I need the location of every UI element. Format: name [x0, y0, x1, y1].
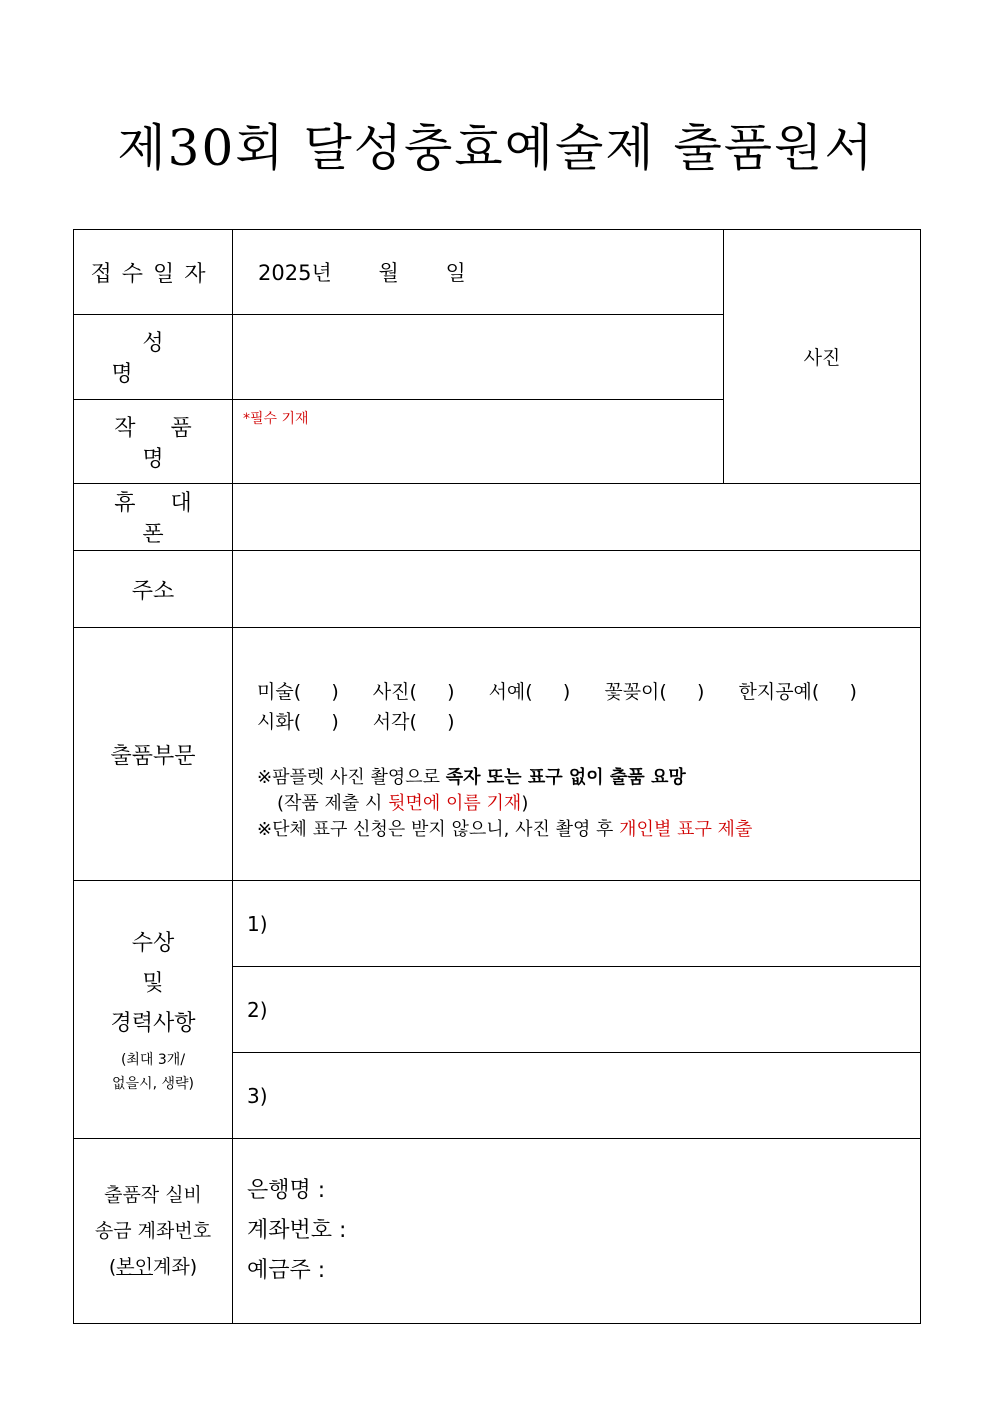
award-row-1 [74, 881, 921, 967]
category-option-hanji[interactable]: 한지공예( ) [738, 681, 857, 703]
award-field-2[interactable]: 2) [233, 967, 921, 1053]
category-field [233, 628, 921, 881]
category-option-carving[interactable]: 서각( ) [372, 711, 455, 733]
receipt-label: 접수일자 [74, 230, 233, 315]
work-field[interactable] [233, 400, 724, 484]
application-form-table [73, 229, 921, 1324]
bank-label: 출품작 실비 송금 계좌번호 (본인계좌) [74, 1139, 233, 1324]
category-option-poem[interactable]: 시화( ) [257, 711, 339, 733]
note-3: ※단체 표구 신청은 받지 않으니, 사진 촬영 후 개인별 표구 제출 [257, 819, 753, 840]
bank-name-field[interactable]: 은행명 : [247, 1178, 326, 1203]
category-option-flower[interactable]: 꽃꽂이( ) [604, 681, 705, 703]
photo-box[interactable] [724, 230, 921, 484]
work-label: 작 품 명 [74, 400, 233, 484]
award-field-3[interactable]: 3) [233, 1053, 921, 1139]
address-field[interactable] [233, 551, 921, 628]
account-number-field[interactable]: 계좌번호 : [247, 1218, 347, 1243]
receipt-date-field[interactable] [233, 230, 724, 315]
category-option-art[interactable]: 미술( ) [257, 681, 339, 703]
receipt-row [74, 230, 921, 315]
receipt-date-value: 2025년 월 일 [258, 261, 466, 285]
name-field[interactable] [233, 315, 724, 400]
category-row [74, 628, 921, 881]
bank-row [74, 1139, 921, 1324]
account-holder-field[interactable]: 예금주 : [247, 1258, 326, 1283]
award-field-1[interactable]: 1) [233, 881, 921, 967]
photo-label: 사진 [803, 347, 841, 369]
phone-field[interactable] [233, 484, 921, 551]
name-label: 성 명 [74, 315, 233, 400]
note-2: (작품 제출 시 뒷면에 이름 기재) [277, 793, 529, 814]
category-option-calligraphy[interactable]: 서예( ) [488, 681, 571, 703]
address-row [74, 551, 921, 628]
note-1: ※팜플렛 사진 촬영으로 족자 또는 표구 없이 출품 요망 [257, 767, 686, 788]
bank-field [233, 1139, 921, 1324]
address-label: 주소 [74, 551, 233, 628]
category-options [257, 677, 920, 737]
category-option-photo[interactable]: 사진( ) [372, 681, 455, 703]
category-notes [257, 765, 920, 843]
phone-row [74, 484, 921, 551]
category-label: 출품부문 [74, 628, 233, 881]
phone-label: 휴 대 폰 [74, 484, 233, 551]
required-note: *필수 기재 [243, 411, 309, 427]
page-title: 제30회 달성충효예술제 출품원서 [117, 119, 875, 177]
awards-label: 수상 및 경력사항 (최대 3개/ 없을시, 생략) [74, 881, 233, 1139]
